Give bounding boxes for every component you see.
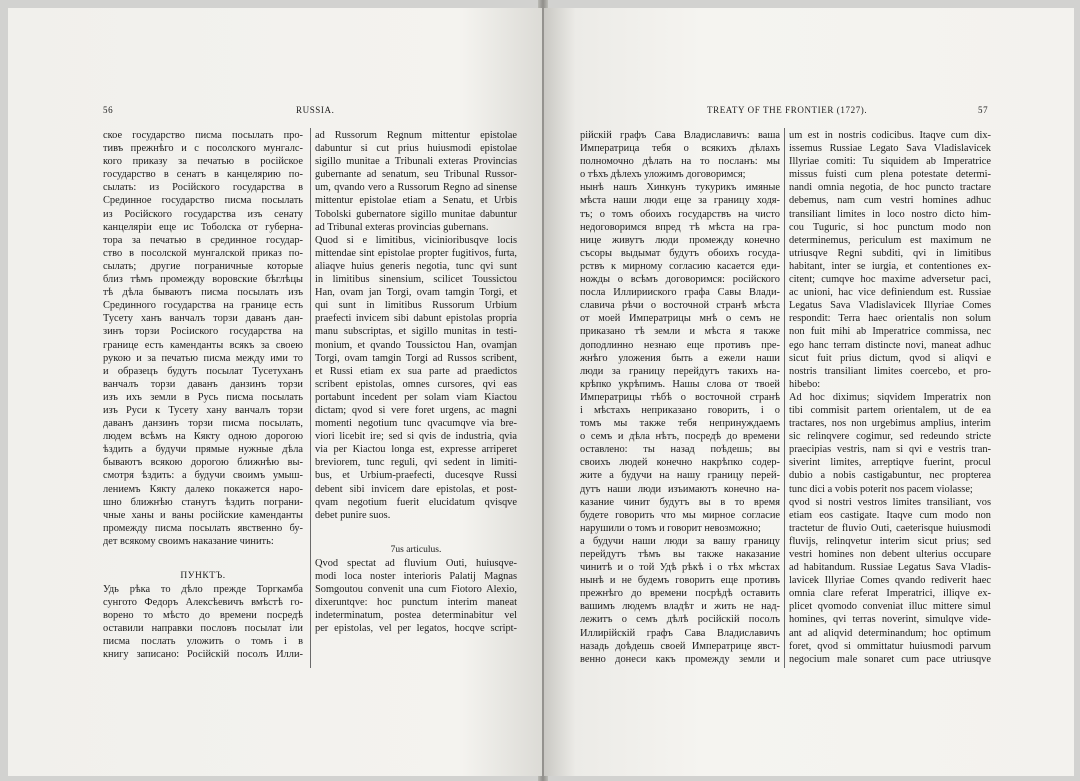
text-line: mittentur epistolae etiam a Senatu, et Urbis [315,195,517,207]
text-line: vestri homines non debent ulterius occupare [789,549,991,560]
text-line: Удь рѣка то дѣло прежде Торгкамба [103,584,303,595]
text-line: habitant, inter se iurgia, et contentiones ex- [789,260,991,272]
text-line: monium, et qvando Toussictou Han, ovamjan [315,339,517,351]
text-line: рукою и за печатью писма между ими то [103,352,303,364]
text-line: книгу записано: Російскій посолъ Илли- [103,649,303,661]
text-line: ножды о всѣмъ договоримся: російского [580,274,780,286]
text-line: назадь доѣдешь своей Императрице явст- [580,640,780,652]
text-line: fluvijs, relinqvetur interim sicut prius; sed [789,535,991,547]
text-line: tractetur de fluvio Outi, caeterisque huiusmodi [789,522,991,534]
text-line: дет всякому своимъ наказание чинить: [103,535,274,547]
text-line: промежду писма посылать явственно бу- [103,522,303,534]
column-rule-right [784,128,785,668]
text-line: шно ближнѣю станутъ ѣздить пограни- [103,496,303,508]
text-line: ворено то мѣсто до времени посредѣ [103,610,303,622]
text-line: чинитѣ и о той Удѣ рѣкѣ і о тѣх мѣстах [580,562,780,574]
text-line: нынѣ и не будемъ говорить еще противъ [580,575,780,587]
text-line: смотря ѣздить: а будучи своимъ умыш- [103,470,303,482]
text-line: рійскій графъ Сава Владиславичъ: ваша [580,130,780,141]
text-line: sic relinqvere cogimur, sed redeundo stricte [789,431,991,443]
text-line: cou Tuguric, si hoc punctum modo non [789,221,991,233]
text-line: siverint limites, arreptiqve fuerint, procul [789,457,991,469]
text-line: лениемъ Кякту далеко покажется наро- [103,483,303,495]
text-line: лежитъ о семъ дѣлѣ російскій посолъ [580,614,780,626]
text-line: citent; cumqve hoc maxime adversetur paci, [789,274,991,286]
text-line: о семъ и дѣла нѣтъ, посредѣ до времени [580,431,780,443]
text-line: Illyriae comiti: Tu siquidem ab Imperatrice [789,156,991,168]
text-line: mittendae sint epistolae propter fugitivos, furta, [315,247,517,259]
running-head-left: RUSSIA. [296,105,335,115]
russian-column-left [103,129,303,662]
text-line: etiam eos castigate. Itaqve cum modo non [789,509,991,521]
russian-column-right [580,129,780,666]
latin-column-right [789,129,991,666]
text-line: issemus Russiae Legato Sava Vladislavicek [789,143,991,155]
text-line: momenti negotium tunc qvacumqve via bre- [315,418,517,430]
text-line: Quod si e limitibus, vicinioribusqve locis [315,234,517,246]
text-line: тъ; о томъ обоихъ государствъ на чисто [580,208,780,220]
text-line: ad habitandum. Russiae Legatus Sava Vladis- [789,562,991,574]
text-line: viori licebit ire; sed si qvis de industria, qvia [315,431,517,443]
text-line: сунгото Федоръ Алексѣевичъ вмѣстѣ го- [103,597,303,609]
text-line: прежнѣго до времени посрѣдѣ оставить [580,588,780,600]
text-line: um est in nostris codicibus. Itaqve cum dix- [789,130,991,141]
text-line: ское государство писма посылать про- [103,130,303,141]
text-line: венно донеси какъ промежду земли и [580,653,780,665]
text-line: aliaqve huius generis negotia, tunc qvi sunt [315,260,517,272]
text-line: томъ мы также тебя непринуждаемъ [580,418,780,430]
text-line: qvod si nostri vestros limites transiliant, vos [789,496,991,508]
text-line: Ad hoc diximus; siqvidem Imperatrix non [789,391,991,403]
text-line: dabuntur si cut prius huiusmodi epistolae [315,143,517,155]
text-line: сылать: из Російского государства в [103,182,303,194]
text-line: tibi commisit partem orientalem, ut de ea [789,404,991,416]
text-line: modi loca noster interioris Palatij Magnas [315,570,517,582]
text-line: scribent epistolas, omnes cursores, qvi eas [315,378,517,390]
text-line: ванчалъ торзи даванъ данзинъ торзи [103,378,303,390]
section-gap [103,548,303,570]
text-line: hibebo: [789,378,821,390]
text-line: и образецъ будутъ посылат Тусетуханъ [103,365,303,377]
text-line: Срединного государства на границе есть [103,300,303,312]
text-line: um, qvando vero a Russorum Regno ad sinense [315,182,517,194]
text-line: ство в посолской мунгалской приказ по- [103,247,303,259]
text-line: людем всѣмъ на Кякту одною дорогою [103,431,303,443]
text-line: nostris transiliant limites coercebo, et pro- [789,365,991,377]
text-line: breviorem, tunc reguli, qvi sedent in limiti- [315,457,517,469]
text-line: нарушили о томъ и говорит невозможно; [580,522,761,534]
text-line: in limitibus sinensium, scilicet Toussictou [315,274,517,286]
text-line: Legatus Sava Vladislavicek Illyriae Comes [789,300,991,312]
text-line: negocium male sonaret cum pace utriusqve [789,653,991,665]
text-line: bus, et Urbium-praefecti, ducesqve Russi [315,470,517,482]
text-line: qvam negotium fuerit elucidatum qvisqve [315,496,517,508]
text-line: посла Иллирииского графа Савы Влади- [580,287,780,299]
text-line: і мѣстахъ неприказано говорить, і о [580,404,780,416]
text-line: portabunt incedent per solam viam Kiactou [315,391,517,403]
text-line: писма послать уложить о томъ і в [103,636,303,648]
column-rule-left [310,128,311,668]
text-line: нице живутъ люди промежду конечно [580,234,780,246]
text-line: Срединное государство писма посылать [103,195,303,207]
latin-column-left [315,129,517,635]
section-heading: 7us articulus. [390,544,442,555]
text-line: indeterminatum, postea determinabitur vel [315,610,517,622]
text-line: будете говорить что мы мирное согласие [580,509,780,521]
text-line: ѣздить а будучи прямые нужные дѣла [103,444,303,456]
text-line: manu subscriptas, et sigillo munitas in testi- [315,326,517,338]
text-line: ad Russorum Regnum mittentur epistolae [315,130,517,141]
text-line: о тѣхъ дѣлехъ уложимъ договоримся; [580,169,746,181]
text-line: et Russi etiam ex sua parte ad praedictos [315,365,517,377]
text-line: крѣпко укрѣпимъ. Нашы слова от твоей [580,378,780,390]
text-line: оставили направки пословъ посылат іли [103,623,303,635]
text-line: tunc dici a vobis poterit nos pacem violasse; [789,483,973,495]
text-line: кого приказу за печатью в російское [103,156,303,168]
text-line: дутъ наши люди изъимаютъ конечно на- [580,483,780,495]
text-line: sigillo munitae a Tribunali exteras Provincias [315,156,517,168]
text-line: жите а будучи на нашу границу перей- [580,470,780,482]
text-line: dictam; qvod si vere foret urgens, ac magni [315,404,517,416]
page-number-right: 57 [978,105,989,115]
text-line: недоговоримся впред тѣ мѣста на гра- [580,221,780,233]
text-line: Императрицы тѣбѣ о восточной странѣ [580,391,780,403]
text-line: foret, qvod si ommittatur huiusmodi parvum [789,640,991,652]
text-line: utriusqve Regni subditi, qvi in limitibus [789,247,991,259]
left-page [8,8,542,776]
text-line: тора за печатью в срединное государ- [103,234,303,246]
text-line: transiliant limites in loco nostro dicto him- [789,208,991,220]
text-line: тивъ прежнѣго и с посолского мунгалс- [103,143,303,155]
text-line: praefecti invicem sibi dabunt epistolas propria [315,313,517,325]
text-line: съсоры выдымат будутъ обоихъ госуда- [580,247,780,259]
text-line: debet punire suos. [315,509,391,521]
text-line: жнѣго уложения быть а ежели наши [580,352,780,364]
text-line: вашимъ людемъ владѣт и жить не над- [580,601,780,613]
text-line: homines, qvi terras noverint, simulqve vide- [789,614,991,626]
text-line: Императрица тебя о всякихъ дѣлахъ [580,143,780,155]
text-line: dixeruntqve: hoc punctum interim maneat [315,597,517,609]
text-line: missus fuisti cum plena potestate determi- [789,169,991,181]
text-line: государство в сенатъ в канцелярию по- [103,169,303,181]
text-line: нынѣ нашъ Хинкунъ тукурикъ имяные [580,182,780,194]
text-line: gubernante ad senatum, seu Tribunal Russor- [315,169,517,181]
text-line: debent sibi invicem dare epistolas, et post- [315,483,517,495]
text-line: полномочно дѣлать на то посланъ: мы [580,156,780,168]
text-line: своихъ людей конечно накрѣпко содер- [580,457,780,469]
text-line: близ тѣмъ промежду воровские бѣглѣцы [103,274,303,286]
text-line: перейдутъ тѣмъ вы также наказание [580,549,780,560]
text-line: казание чинит будутъ вы в то время [580,496,780,508]
text-line: praecipias vestris, nam si qvi e vestris tran- [789,444,991,456]
text-line: Torgi, ovam tamgin Torgi ad Russos scribent, [315,352,517,364]
text-line: plicet qvomodo conveniat illuc mittere simul [789,601,991,613]
text-line: тѣ дѣла бываютъ писма посылать изъ [103,287,303,299]
text-line: per epistolas, vel per legatos, hocqve script- [315,623,517,635]
text-line: ego hanc terram distincte novi, maneat adhuc [789,339,991,351]
text-line: ac unioni, hac vice definiendum est. Russiae [789,287,991,299]
text-line: люди за границу перейдутъ такихъ на- [580,365,780,377]
section-heading: ПУНКТЪ. [180,571,226,581]
text-line: из Російского государства изъ сенату [103,208,303,220]
right-page [544,8,1074,776]
text-line: qui sunt in limitibus Russorum Urbium [315,300,517,312]
text-line: приказано тѣ земли и мѣста я также [580,326,780,338]
text-line: Han, ovam jan Torgi, ovam tamgin Torgi, et [315,287,517,299]
page-number-left: 56 [103,105,114,115]
text-line: бываютъ всякою дорогою ближнѣю вы- [103,457,303,469]
text-line: Qvod spectat ad fluvium Outi, huiusqve- [315,557,517,569]
text-line: доподлинно незнаю еще противъ пре- [580,339,780,351]
text-line: lavicek Illyriae Comes qvando rediverit haec [789,575,991,587]
text-line: славича рѣчи о восточной странѣ мѣста [580,300,780,312]
text-line: Тусету ханъ ванчалъ торзи даванъ дан- [103,313,303,325]
text-line: omnia clare referat Imperatrici, illiqve ex- [789,588,991,600]
text-line: изъ ихъ земли в Русь писма посылать [103,391,303,403]
text-line: канцеляріи еще ис Тоболска от губерна- [103,221,303,233]
text-line: nandi omnia negotia, de hoc puncto tractare [789,182,991,194]
text-line: изъ Руси к Тусету хану ванчалъ торзи [103,404,303,416]
text-line: via per Kiactou longa est, expresse arriperet [315,444,517,456]
text-line: мѣста наши люди еще за границу ходя- [580,195,780,207]
text-line: respondit: Terra haec orientalis non solum [789,313,991,325]
text-line: debemus, nam cum vestri homines adhuc [789,195,991,207]
text-line: ant ad aliqvid determinandum; hoc optimum [789,627,991,639]
running-head-right: TREATY OF THE FRONTIER (1727). [707,105,868,115]
text-line: границе есть каменданты всякъ за своею [103,339,303,351]
text-line: оставлено: ты назад поѣдешь; вы [580,444,780,456]
text-line: от моей Императрицы мнѣ о семъ не [580,313,780,325]
text-line: Иллирійскій графъ Сава Владиславичъ [580,627,780,639]
text-line: чные ханы и ваны російские каменданты [103,509,303,521]
text-line: determinemus, periculum est maximum ne [789,234,991,246]
text-line: ad Tribunal exteras provincias gubernans. [315,221,489,233]
text-line: рствъ к мирному согласию касается еди- [580,260,780,272]
text-line: зинъ торзи Росіиского государства на [103,326,303,338]
text-line: Tobolski gubernatore sigillo munitae dabuntur [315,208,517,220]
text-line: non fuit mihi ab Imperatrice commissa, nec [789,326,991,338]
text-line: sicut fuit prius dictum, qvod si aliqvi e [789,352,991,364]
text-line: а будучи наши люди за вашу границу [580,535,780,547]
text-line: tractares, nos non urgebimus amplius, interim [789,418,991,430]
text-line: Somgoutou convenit una cum Fiotoro Alexio, [315,584,517,595]
section-gap [315,522,517,544]
text-line: даванъ данзинъ торзи писма посылать, [103,418,303,430]
text-line: dubio a nobis castigabuntur, nec propterea [789,470,991,482]
text-line: сылать; другие пограничные которые [103,260,303,272]
